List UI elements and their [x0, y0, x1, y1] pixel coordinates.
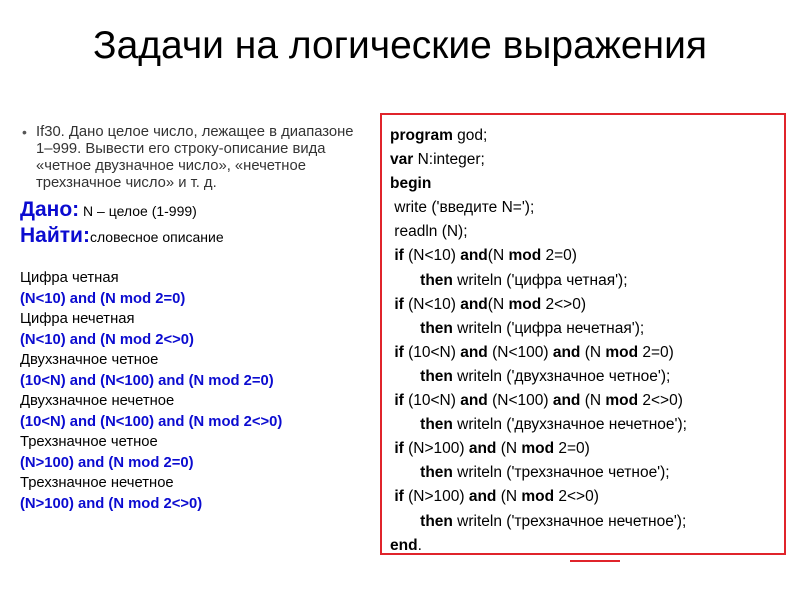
code-text: writeln ('цифра четная'); [452, 271, 628, 289]
find-text: словесное описание [89, 229, 224, 245]
code-text: (N<10) [403, 247, 461, 265]
case-condition: (N<10) and (N mod 2=0) [20, 290, 186, 307]
code-keyword: mod [521, 440, 555, 458]
case-label: Трехзначное четное [20, 434, 158, 450]
code-keyword: and [552, 343, 581, 361]
code-line [390, 196, 784, 220]
code-keyword: end [390, 536, 418, 554]
code-text: god; [452, 127, 488, 144]
code-keyword: then [420, 512, 453, 530]
code-line [390, 148, 784, 172]
case-condition: (N>100) and (N mod 2=0) [20, 454, 194, 471]
case-label: Трехзначное нечетное [20, 475, 174, 491]
code-text: writeln ('двухзначное четное'); [452, 367, 671, 385]
code-text: 2=0) [554, 440, 590, 458]
code-text: (N>100) [403, 440, 469, 458]
code-line [390, 389, 784, 413]
code-text: writeln ('цифра нечетная'); [452, 319, 645, 337]
find-label: Найти: [20, 224, 90, 247]
code-text: writeln ('трехзначное четное'); [452, 464, 670, 482]
code-text: readln (N); [390, 223, 468, 241]
task-text: If30. Дано целое число, лежащее в диапазоне 1–999. Вывести его строку-описание вида «четное двузначное число», «нечетное трехзначное число» и т. д. [36, 124, 354, 191]
code-text: (N [580, 343, 606, 361]
code-text: (N<100) [487, 392, 553, 410]
code-keyword: then [420, 319, 453, 337]
page-title: Задачи на логические выражения [93, 24, 707, 67]
case-condition: (N>100) and (N mod 2<>0) [20, 495, 203, 512]
case-label: Двухзначное нечетное [20, 393, 175, 409]
code-keyword: mod [521, 488, 555, 506]
case-list [20, 268, 365, 514]
case-condition: (10<N) and (N<100) and (N mod 2=0) [20, 372, 274, 389]
code-line [390, 461, 784, 485]
code-keyword: if [394, 247, 404, 265]
code-keyword: program [390, 127, 453, 144]
code-line [390, 365, 784, 389]
code-text: (N>100) [403, 488, 469, 506]
code-text: (N [487, 247, 509, 265]
code-text: 2<>0) [638, 392, 683, 410]
code-text: (N<10) [403, 295, 461, 313]
code-keyword: and [460, 392, 488, 410]
code-line [390, 172, 784, 196]
code-text: write ('введите N='); [390, 199, 535, 217]
code-line [390, 534, 784, 558]
case-label: Двухзначное четное [20, 352, 159, 368]
code-text: (10<N) [403, 343, 461, 361]
code-text: . [417, 536, 422, 554]
given-text: N – целое (1-999) [79, 203, 197, 219]
code-listing [380, 113, 786, 555]
code-keyword: mod [605, 343, 639, 361]
given-line [20, 198, 365, 224]
case-label: Цифра четная [20, 270, 119, 286]
code-text [390, 416, 420, 433]
code-keyword: then [420, 416, 453, 434]
code-text [390, 272, 420, 289]
code-line [390, 437, 784, 461]
code-keyword: begin [390, 175, 432, 193]
code-text: (10<N) [403, 392, 461, 410]
code-text [390, 513, 420, 530]
code-keyword: then [420, 367, 453, 385]
code-keyword: mod [508, 295, 542, 313]
code-text: (N [496, 440, 522, 458]
code-text: 2=0) [638, 343, 674, 361]
code-text: writeln ('двухзначное нечетное'); [452, 416, 687, 434]
code-keyword: if [394, 488, 404, 506]
code-line [390, 317, 784, 341]
code-keyword: and [468, 488, 497, 506]
code-line [390, 293, 784, 317]
case-condition: (N<10) and (N mod 2<>0) [20, 331, 194, 348]
code-keyword: and [460, 343, 488, 361]
code-line [390, 341, 784, 365]
bullet-icon: • [22, 124, 27, 140]
find-line [20, 224, 365, 250]
task-panel [20, 124, 365, 514]
code-line [390, 510, 784, 534]
code-keyword: if [394, 343, 404, 361]
code-keyword: and [460, 295, 488, 313]
code-text: (N [580, 392, 606, 410]
code-keyword: and [468, 440, 497, 458]
task-description [20, 124, 365, 192]
code-text: (N [487, 295, 509, 313]
code-text [390, 368, 420, 385]
code-text: writeln ('трехзначное нечетное'); [452, 512, 687, 530]
code-text: (N<100) [487, 343, 553, 361]
code-keyword: and [460, 247, 488, 265]
code-line [390, 485, 784, 509]
code-line [390, 269, 784, 293]
code-keyword: if [394, 295, 404, 313]
code-keyword: then [420, 271, 453, 289]
code-line [390, 413, 784, 437]
divider [570, 560, 620, 562]
code-keyword: mod [605, 392, 639, 410]
code-text: 2=0) [541, 247, 577, 265]
code-line [390, 124, 784, 148]
code-text: 2<>0) [541, 295, 586, 313]
code-text: (N [496, 488, 522, 506]
code-keyword: if [394, 392, 404, 410]
code-text [390, 320, 420, 337]
code-keyword: then [420, 464, 453, 482]
code-keyword: if [394, 440, 404, 458]
code-line [390, 244, 784, 268]
given-label: Дано: [20, 198, 80, 221]
code-keyword: mod [508, 247, 542, 265]
code-keyword: var [390, 151, 414, 169]
code-text [390, 464, 420, 481]
code-line [390, 220, 784, 244]
case-condition: (10<N) and (N<100) and (N mod 2<>0) [20, 413, 283, 430]
code-text: N:integer; [413, 151, 485, 169]
case-label: Цифра нечетная [20, 311, 135, 327]
code-text: 2<>0) [554, 488, 599, 506]
given-block [20, 198, 365, 250]
code-keyword: and [552, 392, 581, 410]
